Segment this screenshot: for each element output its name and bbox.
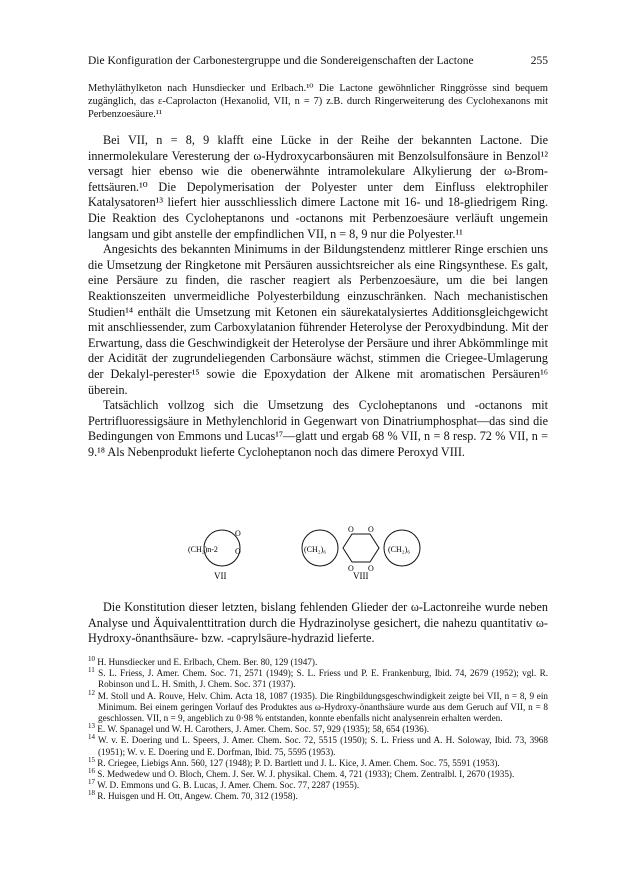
reference-number: 16 [88,766,95,775]
reference-text: R. Huisgen und H. Ott, Angew. Chem. 70, 312 (1958). [97,791,298,802]
page-number: 255 [530,55,548,67]
viii-o-bottom-right: O [368,564,374,573]
viii-o-top-left: O [348,525,354,534]
vii-chain-label: (CH₂)n-2 [188,545,218,554]
viii-chain-left: (CH₂)₆ [304,545,327,554]
viii-chain-right: (CH₂)₆ [388,545,411,554]
reference-number: 14 [88,733,95,742]
paragraph-synthesis: Tatsächlich vollzog sich die Umsetzung des Cycloheptanons und -octanons mit Pertrifluoressigsäure in Methylenchlorid in Gegenwart von Dinatriumphosphat—das sind die Bedingungen von Emmons und Lucas¹⁷—glatt und ergab 68 % VII, n = 8 resp. 72 % VII, n = 9.¹⁸ Als Nebenprodukt lieferte Cycloheptanon noch das dimere Peroxyd VIII. [88,398,548,459]
reference-number: 11 [88,666,95,675]
reference-text: W. D. Emmons und G. B. Lucas, J. Amer. Chem. Soc. 77, 2287 (1955). [97,780,360,791]
reference-item [88,668,548,690]
structure-viii [302,525,420,581]
reference-text: W. v. E. Doering und L. Speers, J. Amer. Chem. Soc. 72, 5515 (1950); S. L. Friess und A. H. Soloway, Ibid. 73, 3968 (1951); W. v. E. Doering und E. Dorfman, Ibid. 75, 5595 (1953). [98,735,548,757]
vii-ring-o: O [235,547,241,556]
intro-paragraph: Methyläthylketon nach Hunsdiecker und Erlbach.¹⁰ Die Lactone gewöhnlicher Ringgrösse sind bequem zugänglich, das ε-Caprolacton (Hexanolid, VII, n = 7) z.B. durch Ringerweiterung des Cyclohexanons mit Perbenzoesäure.¹¹ [88,83,548,120]
reference-number: 15 [88,755,95,764]
reference-number: 18 [88,789,95,798]
reference-item [88,724,548,735]
reference-item [88,755,548,769]
reference-text: R. Criegee, Liebigs Ann. 560, 127 (1948); P. D. Bartlett und J. L. Kice, J. Amer. Chem. Soc. 75, 5591 (1953). [97,757,500,768]
structure-vii [188,529,241,581]
paragraph-constitution: Die Konstitution dieser letzten, bislang fehlenden Glieder der ω-Lactonreihe wurde neben Analyse und Äquivalenttitration durch die Hydrazinolyse gesichert, die nahezu quantitativ ω-Hydroxy-önanthsäure- bzw. -caprylsäure-hydrazid lieferte. [88,600,548,646]
reference-text: M. Stoll und A. Rouve, Helv. Chim. Acta 18, 1087 (1935). Die Ringbildungsgeschwindigkeit zeigte bei VII, n = 8, 9 ein Minimum. Bei einem geringen Vorlauf des Produktes aus ω-Hydroxy-önanthsäure wurde aus dem Geruch auf VII, n = 8 geschlossen. VII, n = 9, angeblich zu 0·98 % entstanden, konnte ebenfalls nicht analysenrein erhalten werden. [97,690,548,724]
reference-number: 10 [88,654,95,663]
running-title: Die Konfiguration der Carbonestergruppe und die Sondereigenschaften der Lactone [88,55,474,67]
viii-o-bottom-left: O [348,564,354,573]
running-header [88,55,548,67]
body-text [88,133,548,460]
paragraph-minimum: Angesichts des bekannten Minimums in der Bildungstendenz mittlerer Ringe erschien uns die Umsetzung der Ringketone mit Persäuren aussichtsreicher als eine Ringsynthese. Es galt, eine Persäure zu finden, die rascher reagiert als Perbenzoesäure, um die bei langen Reaktionszeiten unvermeidliche Polyesterbildung einzuschränken. Nach mechanistischen Studien¹⁴ enthält die Umsetzung mit Ketonen ein säurekatalysiertes Additionsgleichgewicht mit anschliessender, zum Carboxylatanion führender Heterolyse der Peroxydbindung. Mit der Erwartung, dass die Geschwindigkeit der Heterolyse der Persäure und ihrer Abkömmlinge mit der Acidität der zugrundeliegenden Carbonsäure wächst, stimmen die Criegee-Umlagerung der Dekalyl-perester¹⁵ sowie die Epoxydation der Alkene mit aromatischen Persäuren¹⁶ überein. [88,242,548,397]
reference-item [88,766,548,780]
vii-carbonyl-o: O [235,529,241,538]
reference-number: 13 [88,722,95,731]
reference-number: 17 [88,778,95,787]
reference-text: H. Hunsdiecker und E. Erlbach, Chem. Ber. 80, 129 (1947). [97,657,318,667]
reference-text: S. L. Friess, J. Amer. Chem. Soc. 71, 2571 (1949); S. L. Friess und P. E. Frankenburg, Ibid. 74, 2679 (1952); vgl. R. Robinson und L. H. Smith, J. Chem. Soc. 371 (1937). [98,668,549,690]
reference-text: S. Medwedew und O. Bloch, Chem. J. Ser. W. J. physikal. Chem. 4, 721 (1933); Chem. Zentralbl. I, 2670 (1935). [97,769,515,780]
reference-number: 12 [88,688,95,697]
reference-item [88,735,548,757]
references [88,654,549,803]
vii-label: VII [214,571,227,581]
viii-label: VIII [353,571,369,581]
viii-o-top-right: O [368,525,374,534]
reference-item [88,654,548,668]
reference-item [88,688,548,725]
reference-item [88,791,548,802]
reference-text: E. W. Spanagel und W. H. Carothers, J. Amer. Chem. Soc. 57, 929 (1935); 58, 654 (1936). [97,724,430,735]
reference-item [88,780,548,791]
structure-formulas [180,522,460,582]
paragraph-gap: Bei VII, n = 8, 9 klafft eine Lücke in der Reihe der bekannten Lactone. Die innermolekulare Veresterung der ω-Hydroxycarbonsäuren mit Benzolsulfonsäure in Benzol¹² versagt hier ebenso wie die obenerwähnte intramolekulare Alkylierung der ω-Brom-fettsäuren.¹⁰ Die Depolymerisation der Polyester unter dem Einfluss elektrophiler Katalysatoren¹³ liefert hier ausschliesslich dimere Lactone mit 16- und 18-gliedrigem Ring. Die Reaktion des Cycloheptanons und -octanons mit Perbenzoesäure verläuft ungemein langsam und gibt anstelle der empfindlichen VII, n = 8, 9 nur die Polyester.¹¹ [88,133,548,241]
